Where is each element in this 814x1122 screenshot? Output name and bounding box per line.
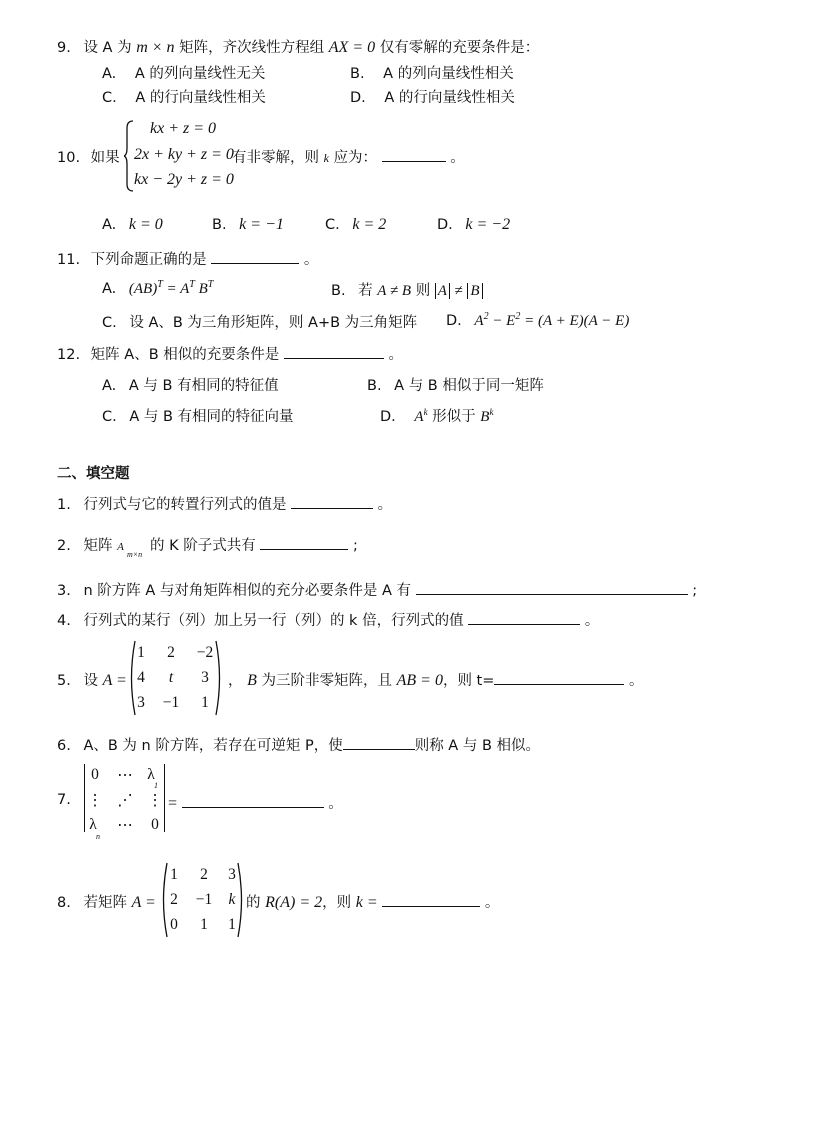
math-expression: k = [355, 894, 378, 911]
question-text: 矩阵，齐次线性方程组 [179, 40, 325, 56]
superscript: k [489, 407, 494, 418]
punctuation: ; [352, 538, 358, 554]
matrix-cell: ⋰ [117, 792, 133, 809]
superscript: T [207, 279, 214, 290]
answer-blank[interactable] [382, 147, 446, 162]
math-expression: (AB) [128, 281, 158, 297]
question-text: 的 K 阶子式共有 [150, 538, 256, 554]
matrix-cell: 3 [228, 866, 236, 883]
option-label: D. [350, 90, 366, 106]
question-number: 6. [57, 738, 71, 754]
math-expression: A = [131, 894, 156, 911]
question-number: 7. [57, 792, 71, 808]
subscript: m×n [127, 550, 143, 559]
option-a [102, 216, 163, 234]
question-text: 矩阵 A、B 相似的充要条件是 [90, 347, 280, 363]
math-expression: A [117, 541, 124, 553]
option-label: A. [102, 281, 117, 297]
option-a [102, 374, 279, 395]
punctuation: 。 [584, 613, 600, 629]
math-expression: A = [102, 672, 127, 689]
math-expression: AX = 0 [328, 39, 376, 56]
math-expression: − E [488, 313, 516, 329]
punctuation: ， [228, 673, 243, 689]
math-expression: k [323, 151, 329, 165]
question-11 [57, 248, 318, 269]
matrix-cell: 1 [170, 866, 178, 883]
math-expression: A [414, 409, 424, 425]
option-text: 若 [358, 283, 373, 299]
option-d [446, 311, 629, 330]
option-text: A 的行向量线性相关 [384, 90, 515, 106]
option-text: A 与 B 有相同的特征值 [128, 378, 279, 394]
matrix-cell: ⋯ [117, 767, 133, 784]
option-text: k = −2 [465, 216, 511, 233]
question-text: 设 [83, 673, 98, 689]
option-text: A 与 B 相似于同一矩阵 [394, 378, 544, 394]
matrix-cell: 1 [228, 916, 236, 933]
matrix-cell: 0 [151, 816, 159, 833]
fill-question-1 [57, 493, 392, 514]
math-expression: R(A) = 2 [265, 894, 323, 911]
question-number: 5. [57, 673, 71, 689]
matrix-cell: ⋮ [147, 792, 163, 809]
math-expression: A [435, 283, 450, 299]
question-text: 行列式的某行（列）加上另一行（列）的 k 倍，行列式的值 [83, 613, 464, 629]
fill-question-2-tail [150, 534, 358, 555]
fill-question-3 [57, 579, 697, 600]
option-text: A 的列向量线性相关 [383, 66, 514, 82]
left-brace [124, 120, 134, 192]
answer-blank[interactable] [468, 610, 580, 625]
option-a [102, 279, 213, 298]
matrix-cell: −2 [196, 644, 214, 661]
option-c [102, 86, 266, 107]
fill-question-8 [57, 891, 156, 912]
answer-blank[interactable] [343, 735, 415, 750]
question-text: 矩阵 [83, 538, 113, 554]
math-expression: A ≠ B [377, 283, 412, 299]
option-label: B. [331, 283, 346, 299]
option-label: D. [437, 217, 453, 233]
matrix-cell: 4 [137, 669, 145, 686]
question-number: 8. [57, 895, 71, 911]
option-text: 则 [415, 283, 431, 299]
punctuation: 。 [303, 252, 319, 268]
punctuation: 。 [484, 895, 500, 911]
superscript: T [189, 279, 195, 290]
option-label: C. [325, 217, 340, 233]
matrix-cell: ⋮ [87, 792, 103, 809]
option-a [102, 62, 265, 83]
option-c [325, 216, 386, 234]
question-9 [57, 36, 539, 57]
option-text: 形似于 [427, 409, 481, 425]
question-text: ，则 t= [442, 673, 495, 689]
question-text: 如果 [90, 150, 120, 166]
matrix-cell: t [168, 669, 174, 686]
option-label: D. [446, 313, 462, 329]
option-text: A 的行向量线性相关 [135, 90, 266, 106]
matrix-cell: 0 [91, 766, 99, 783]
question-text: 的 [246, 895, 261, 911]
question-text: ，则 [322, 895, 352, 911]
matrix-right-paren [214, 640, 224, 716]
matrix-cell: ⋯ [117, 817, 133, 834]
punctuation: 。 [629, 673, 644, 689]
math-expression: = (A + E)(A − E) [520, 313, 630, 329]
answer-blank[interactable] [260, 535, 348, 550]
option-text: 设 A、B 为三角形矩阵，则 A+B 为三角矩阵 [129, 315, 418, 331]
answer-blank[interactable] [291, 494, 373, 509]
question-text: 有非零解，则 [232, 150, 319, 166]
fill-question-5 [57, 669, 127, 690]
question-text: 行列式与它的转置行列式的值是 [83, 497, 287, 513]
question-text: n 阶方阵 A 与对角矩阵相似的充分必要条件是 A 有 [83, 583, 412, 599]
equation-3: kx − 2y + z = 0 [134, 171, 234, 188]
matrix-cell: 1 [137, 644, 145, 661]
answer-blank[interactable] [382, 892, 480, 907]
math-expression: B [247, 672, 257, 689]
option-label: B. [367, 378, 382, 394]
fill-question-8-tail [246, 891, 499, 912]
matrix-cell: 2 [170, 891, 178, 908]
question-number: 12. [57, 347, 81, 363]
question-number: 9. [57, 40, 71, 56]
question-number: 1. [57, 497, 71, 513]
question-text: 应为： [333, 150, 378, 166]
question-text: 则称 A 与 B 相似。 [414, 738, 541, 754]
math-expression: B [480, 409, 490, 425]
option-text: k = −1 [239, 216, 284, 233]
option-b [212, 216, 284, 234]
matrix-right-paren [236, 862, 246, 938]
matrix-cell: λ [147, 766, 155, 783]
option-c [102, 311, 417, 332]
equation-2: 2x + ky + z = 0 [134, 146, 234, 163]
subscript: 1 [154, 781, 158, 790]
section-title: 二、填空题 [57, 466, 130, 482]
matrix-cell: −1 [195, 891, 213, 908]
option-d [437, 216, 510, 234]
superscript: T [157, 279, 163, 290]
punctuation: 。 [388, 347, 403, 363]
punctuation: ; [692, 583, 698, 599]
math-expression: = [168, 795, 178, 812]
subscript: n [96, 832, 100, 841]
math-expression: m × n [136, 39, 175, 56]
option-text: A 与 B 有相同的特征向量 [129, 409, 294, 425]
punctuation: 。 [450, 150, 465, 166]
question-number: 3. [57, 583, 71, 599]
answer-blank[interactable] [494, 670, 624, 685]
matrix-cell: k [228, 891, 236, 908]
option-c [102, 405, 294, 426]
equation-1: kx + z = 0 [150, 120, 217, 137]
question-text: 设 A 为 [83, 40, 132, 56]
option-text: k = 0 [128, 216, 163, 233]
option-d [350, 86, 515, 107]
question-number: 2. [57, 538, 71, 554]
option-label: A. [102, 217, 117, 233]
fill-question-4 [57, 609, 599, 630]
superscript: 2 [515, 311, 521, 322]
matrix-cell: 3 [201, 669, 209, 686]
question-number: 4. [57, 613, 71, 629]
question-12 [57, 343, 403, 364]
option-text: k = 2 [352, 216, 387, 233]
math-expression: A [474, 313, 484, 329]
matrix-cell: 3 [137, 694, 145, 711]
question-10 [57, 146, 120, 167]
math-expression: ≠ [454, 283, 463, 299]
option-b [331, 279, 483, 300]
option-label: A. [102, 378, 117, 394]
option-d [380, 405, 493, 426]
option-text: A 的列向量线性无关 [134, 66, 266, 82]
punctuation: 。 [377, 497, 393, 513]
superscript: 2 [483, 311, 489, 322]
answer-blank[interactable] [182, 793, 324, 808]
option-label: C. [102, 315, 117, 331]
matrix-cell: λ [89, 816, 97, 833]
question-text: 下列命题正确的是 [90, 252, 207, 268]
matrix-cell: 0 [170, 916, 178, 933]
option-label: A. [102, 66, 117, 82]
option-b [367, 374, 544, 395]
math-expression: = A [162, 281, 190, 297]
math-expression: AB = 0 [396, 672, 443, 689]
option-label: C. [102, 90, 117, 106]
determinant-right-bar [164, 764, 165, 832]
matrix-cell: 1 [201, 694, 209, 711]
question-text: A、B 为 n 阶方阵，若存在可逆矩 P，使 [83, 738, 343, 754]
question-text: 仅有零解的充要条件是： [379, 40, 540, 56]
answer-blank[interactable] [211, 249, 299, 264]
answer-blank[interactable] [416, 580, 688, 595]
option-label: C. [102, 409, 117, 425]
option-b [350, 62, 514, 83]
matrix-cell: 2 [200, 866, 208, 883]
math-expression: B [194, 281, 208, 297]
option-label: B. [212, 217, 227, 233]
question-number: 10. [57, 150, 81, 166]
fill-question-6 [57, 734, 540, 755]
math-expression: B [467, 283, 482, 299]
punctuation: 。 [328, 796, 343, 812]
question-number: 11. [57, 252, 81, 268]
answer-blank[interactable] [284, 344, 384, 359]
superscript: k [423, 407, 428, 418]
fill-question-7-tail [168, 792, 343, 813]
question-text: 为三阶非零矩阵，且 [261, 673, 392, 689]
question-10-tail [232, 146, 465, 167]
question-text: 若矩阵 [83, 895, 127, 911]
fill-question-5-tail [228, 669, 644, 690]
matrix-cell: 1 [200, 916, 208, 933]
option-label: D. [380, 409, 396, 425]
fill-question-2 [57, 534, 124, 555]
matrix-cell: −1 [162, 694, 180, 711]
matrix-cell: 2 [167, 644, 175, 661]
option-label: B. [350, 66, 365, 82]
